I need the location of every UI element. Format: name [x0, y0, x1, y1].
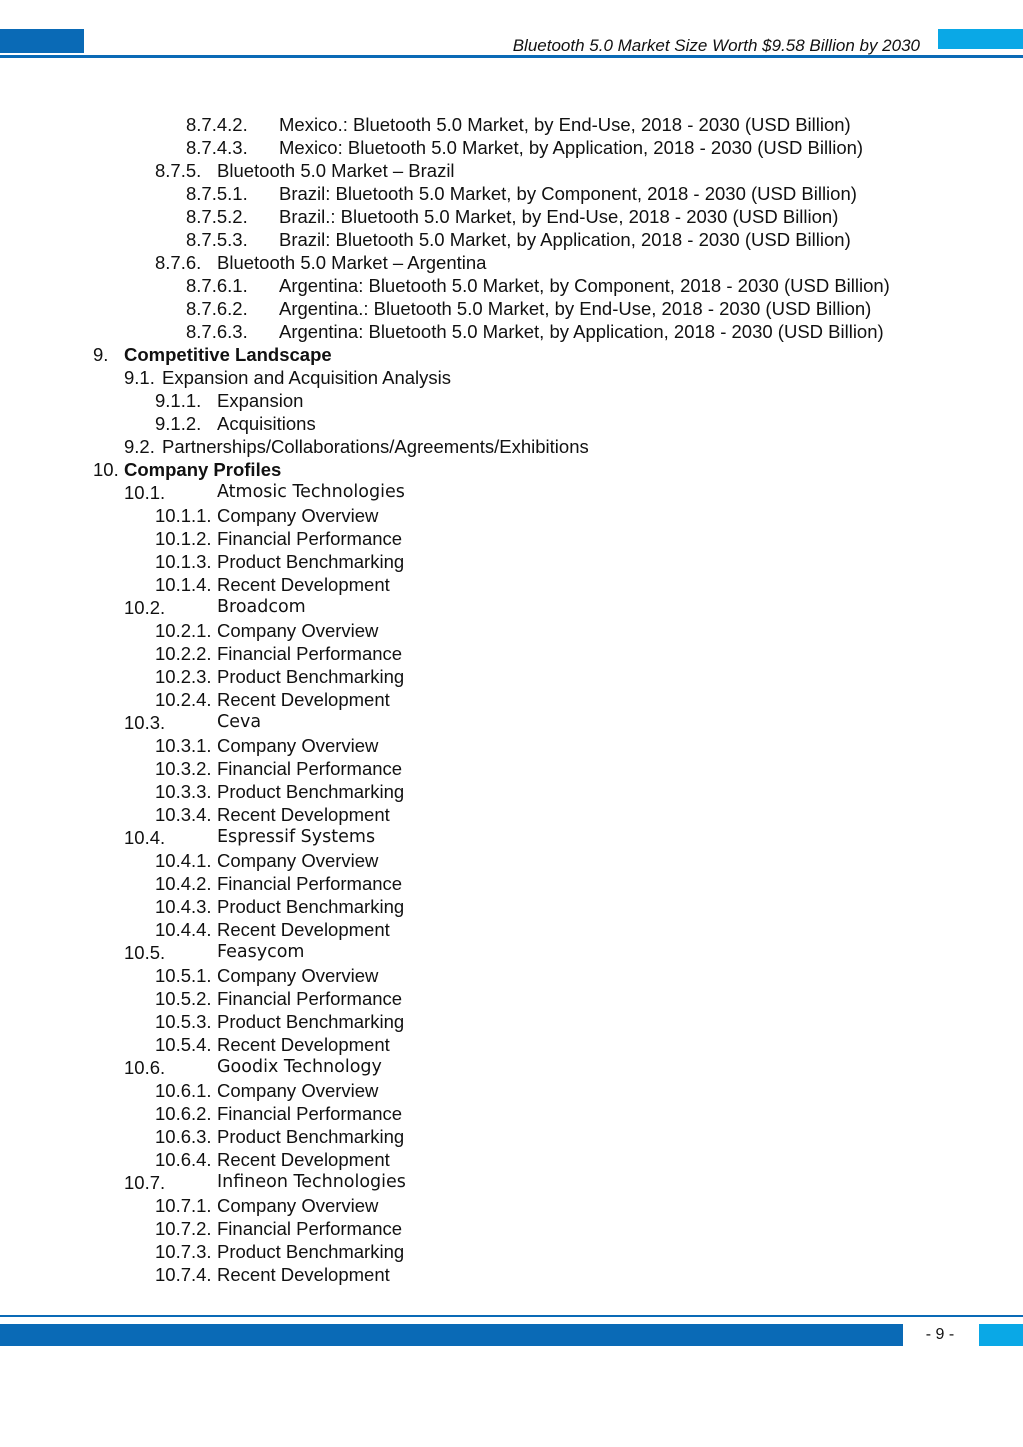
- toc-text: Expansion and Acquisition Analysis: [162, 367, 451, 388]
- toc-text: Company Overview: [217, 735, 379, 756]
- toc-text: Brazil.: Bluetooth 5.0 Market, by End-Use, 2018 - 2030 (USD Billion): [279, 206, 839, 227]
- toc-number: 10.1.1.: [155, 505, 212, 526]
- toc-text: Competitive Landscape: [124, 344, 332, 365]
- toc-number: 8.7.6.3.: [186, 321, 248, 342]
- toc-text: Company Overview: [217, 620, 379, 641]
- toc-number: 8.7.5.1.: [186, 183, 248, 204]
- toc-text: Product Benchmarking: [217, 551, 405, 572]
- table-of-contents: [0, 113, 1023, 1286]
- toc-text: Ceva: [217, 712, 262, 732]
- toc-entry[interactable]: [0, 1240, 1023, 1263]
- toc-number: 10.4.3.: [155, 896, 212, 917]
- toc-number: 10.7.3.: [155, 1241, 212, 1262]
- toc-number: 8.7.6.2.: [186, 298, 248, 319]
- page-number: - 9 -: [925, 1326, 955, 1343]
- toc-number: 9.2.: [124, 436, 155, 457]
- toc-text: Argentina: Bluetooth 5.0 Market, by Application, 2018 - 2030 (USD Billion): [279, 321, 884, 342]
- header-accent-left: [0, 29, 84, 53]
- toc-number: 10.5.4.: [155, 1034, 212, 1055]
- toc-text: Financial Performance: [217, 988, 403, 1009]
- toc-entry[interactable]: [0, 320, 1023, 343]
- toc-number: 10.4.2.: [155, 873, 212, 894]
- toc-number: 8.7.6.1.: [186, 275, 248, 296]
- toc-text: Company Profiles: [124, 459, 282, 480]
- toc-number: 10.5.2.: [155, 988, 212, 1009]
- toc-text: Partnerships/Collaborations/Agreements/Exhibitions: [162, 436, 589, 457]
- toc-text: Recent Development: [217, 689, 390, 710]
- toc-number: 9.1.1.: [155, 390, 202, 411]
- header-title: Bluetooth 5.0 Market Size Worth $9.58 Billion by 2030: [512, 36, 920, 55]
- toc-entry[interactable]: [0, 1194, 1023, 1217]
- footer-divider: [0, 1315, 1023, 1317]
- toc-company-entry[interactable]: [0, 941, 1023, 964]
- toc-text: Recent Development: [217, 574, 390, 595]
- toc-section-heading[interactable]: [0, 343, 1023, 366]
- toc-text: Product Benchmarking: [217, 1126, 405, 1147]
- toc-number: 10.3.2.: [155, 758, 212, 779]
- toc-entry[interactable]: [0, 1102, 1023, 1125]
- toc-entry[interactable]: [0, 849, 1023, 872]
- toc-text: Company Overview: [217, 505, 379, 526]
- header-accent-right: [938, 29, 1023, 49]
- toc-number: 10.4.4.: [155, 919, 212, 940]
- toc-entry[interactable]: [0, 527, 1023, 550]
- toc-entry[interactable]: [0, 573, 1023, 596]
- toc-company-entry[interactable]: [0, 1056, 1023, 1079]
- toc-company-entry[interactable]: [0, 481, 1023, 504]
- toc-entry[interactable]: [0, 918, 1023, 941]
- toc-text: Financial Performance: [217, 1218, 403, 1239]
- toc-text: Product Benchmarking: [217, 1011, 405, 1032]
- toc-text: Company Overview: [217, 1080, 379, 1101]
- toc-text: Product Benchmarking: [217, 781, 405, 802]
- toc-number: 10.5.3.: [155, 1011, 212, 1032]
- toc-text: Product Benchmarking: [217, 666, 405, 687]
- toc-text: Bluetooth 5.0 Market – Brazil: [217, 160, 455, 181]
- toc-number: 10.7.: [124, 1172, 166, 1193]
- toc-number: 9.: [93, 344, 109, 365]
- toc-number: 10.6.1.: [155, 1080, 212, 1101]
- toc-entry[interactable]: [0, 251, 1023, 274]
- toc-text: Financial Performance: [217, 873, 403, 894]
- toc-text: Bluetooth 5.0 Market – Argentina: [217, 252, 487, 273]
- toc-entry[interactable]: [0, 895, 1023, 918]
- toc-number: 10.1.: [124, 482, 166, 503]
- toc-entry[interactable]: [0, 688, 1023, 711]
- toc-number: 10.2.1.: [155, 620, 212, 641]
- toc-company-entry[interactable]: [0, 711, 1023, 734]
- toc-entry[interactable]: [0, 550, 1023, 573]
- toc-number: 10.6.2.: [155, 1103, 212, 1124]
- toc-number: 10.5.: [124, 942, 166, 963]
- toc-entry[interactable]: [0, 987, 1023, 1010]
- toc-entry[interactable]: [0, 297, 1023, 320]
- toc-number: 10.7.1.: [155, 1195, 212, 1216]
- toc-number: 10.1.3.: [155, 551, 212, 572]
- toc-text: Goodix Technology: [217, 1057, 382, 1077]
- toc-text: Mexico.: Bluetooth 5.0 Market, by End-Use, 2018 - 2030 (USD Billion): [279, 114, 851, 135]
- toc-text: Atmosic Technologies: [217, 482, 405, 502]
- toc-entry[interactable]: [0, 504, 1023, 527]
- toc-number: 10.3.: [124, 712, 166, 733]
- toc-text: Company Overview: [217, 965, 379, 986]
- toc-entry[interactable]: [0, 619, 1023, 642]
- toc-text: Infineon Technologies: [217, 1172, 406, 1192]
- toc-number: 10.7.4.: [155, 1264, 212, 1285]
- toc-company-entry[interactable]: [0, 826, 1023, 849]
- toc-text: Financial Performance: [217, 528, 403, 549]
- toc-entry[interactable]: [0, 872, 1023, 895]
- toc-number: 8.7.5.2.: [186, 206, 248, 227]
- toc-number: 10.2.3.: [155, 666, 212, 687]
- toc-number: 10.1.4.: [155, 574, 212, 595]
- toc-text: Espressif Systems: [217, 827, 376, 847]
- toc-text: Acquisitions: [217, 413, 316, 434]
- toc-entry[interactable]: [0, 1033, 1023, 1056]
- toc-number: 10.3.4.: [155, 804, 212, 825]
- toc-text: Feasycom: [217, 942, 305, 962]
- toc-entry[interactable]: [0, 113, 1023, 136]
- toc-text: Product Benchmarking: [217, 896, 405, 917]
- toc-number: 10.1.2.: [155, 528, 212, 549]
- toc-number: 10.5.1.: [155, 965, 212, 986]
- toc-entry[interactable]: [0, 228, 1023, 251]
- toc-entry[interactable]: [0, 1217, 1023, 1240]
- toc-text: Financial Performance: [217, 1103, 403, 1124]
- toc-text: Argentina.: Bluetooth 5.0 Market, by End-Use, 2018 - 2030 (USD Billion): [279, 298, 872, 319]
- toc-number: 10.4.1.: [155, 850, 212, 871]
- toc-number: 10.7.2.: [155, 1218, 212, 1239]
- toc-text: Recent Development: [217, 804, 390, 825]
- toc-text: Recent Development: [217, 1264, 390, 1285]
- toc-number: 10.6.3.: [155, 1126, 212, 1147]
- toc-section-heading[interactable]: [0, 458, 1023, 481]
- toc-number: 8.7.4.2.: [186, 114, 248, 135]
- toc-number: 8.7.4.3.: [186, 137, 248, 158]
- toc-text: Company Overview: [217, 1195, 379, 1216]
- toc-entry[interactable]: [0, 435, 1023, 458]
- toc-text: Mexico: Bluetooth 5.0 Market, by Application, 2018 - 2030 (USD Billion): [279, 137, 864, 158]
- toc-number: 10.2.2.: [155, 643, 212, 664]
- toc-text: Expansion: [217, 390, 304, 411]
- toc-company-entry[interactable]: [0, 596, 1023, 619]
- toc-text: Financial Performance: [217, 643, 403, 664]
- footer-accent-bar: [0, 1324, 903, 1346]
- toc-text: Recent Development: [217, 1149, 390, 1170]
- toc-number: 8.7.5.3.: [186, 229, 248, 250]
- toc-number: 10.3.3.: [155, 781, 212, 802]
- toc-number: 9.1.2.: [155, 413, 202, 434]
- toc-number: 8.7.6.: [155, 252, 202, 273]
- footer-accent-right: [979, 1324, 1023, 1346]
- toc-number: 10.2.4.: [155, 689, 212, 710]
- header-divider: [0, 55, 1023, 58]
- toc-entry[interactable]: [0, 389, 1023, 412]
- toc-text: Brazil: Bluetooth 5.0 Market, by Component, 2018 - 2030 (USD Billion): [279, 183, 857, 204]
- toc-entry[interactable]: [0, 642, 1023, 665]
- toc-entry[interactable]: [0, 1148, 1023, 1171]
- toc-company-entry[interactable]: [0, 1171, 1023, 1194]
- toc-entry[interactable]: [0, 159, 1023, 182]
- toc-entry[interactable]: [0, 136, 1023, 159]
- toc-text: Brazil: Bluetooth 5.0 Market, by Application, 2018 - 2030 (USD Billion): [279, 229, 851, 250]
- toc-number: 10.6.: [124, 1057, 166, 1078]
- toc-entry[interactable]: [0, 1125, 1023, 1148]
- toc-text: Recent Development: [217, 1034, 390, 1055]
- toc-entry[interactable]: [0, 780, 1023, 803]
- toc-number: 8.7.5.: [155, 160, 202, 181]
- toc-entry[interactable]: [0, 1010, 1023, 1033]
- toc-number: 10.: [93, 459, 119, 480]
- toc-text: Product Benchmarking: [217, 1241, 405, 1262]
- toc-entry[interactable]: [0, 1263, 1023, 1286]
- toc-entry[interactable]: [0, 205, 1023, 228]
- toc-number: 10.3.1.: [155, 735, 212, 756]
- toc-entry[interactable]: [0, 182, 1023, 205]
- toc-entry[interactable]: [0, 1079, 1023, 1102]
- toc-text: Argentina: Bluetooth 5.0 Market, by Component, 2018 - 2030 (USD Billion): [279, 275, 890, 296]
- toc-entry[interactable]: [0, 665, 1023, 688]
- toc-text: Company Overview: [217, 850, 379, 871]
- toc-entry[interactable]: [0, 734, 1023, 757]
- toc-number: 10.2.: [124, 597, 166, 618]
- toc-number: 10.4.: [124, 827, 166, 848]
- toc-entry[interactable]: [0, 274, 1023, 297]
- toc-text: Recent Development: [217, 919, 390, 940]
- toc-entry[interactable]: [0, 366, 1023, 389]
- toc-entry[interactable]: [0, 757, 1023, 780]
- toc-entry[interactable]: [0, 412, 1023, 435]
- toc-entry[interactable]: [0, 803, 1023, 826]
- toc-text: Broadcom: [217, 597, 306, 617]
- toc-text: Financial Performance: [217, 758, 403, 779]
- toc-number: 10.6.4.: [155, 1149, 212, 1170]
- toc-entry[interactable]: [0, 964, 1023, 987]
- toc-number: 9.1.: [124, 367, 155, 388]
